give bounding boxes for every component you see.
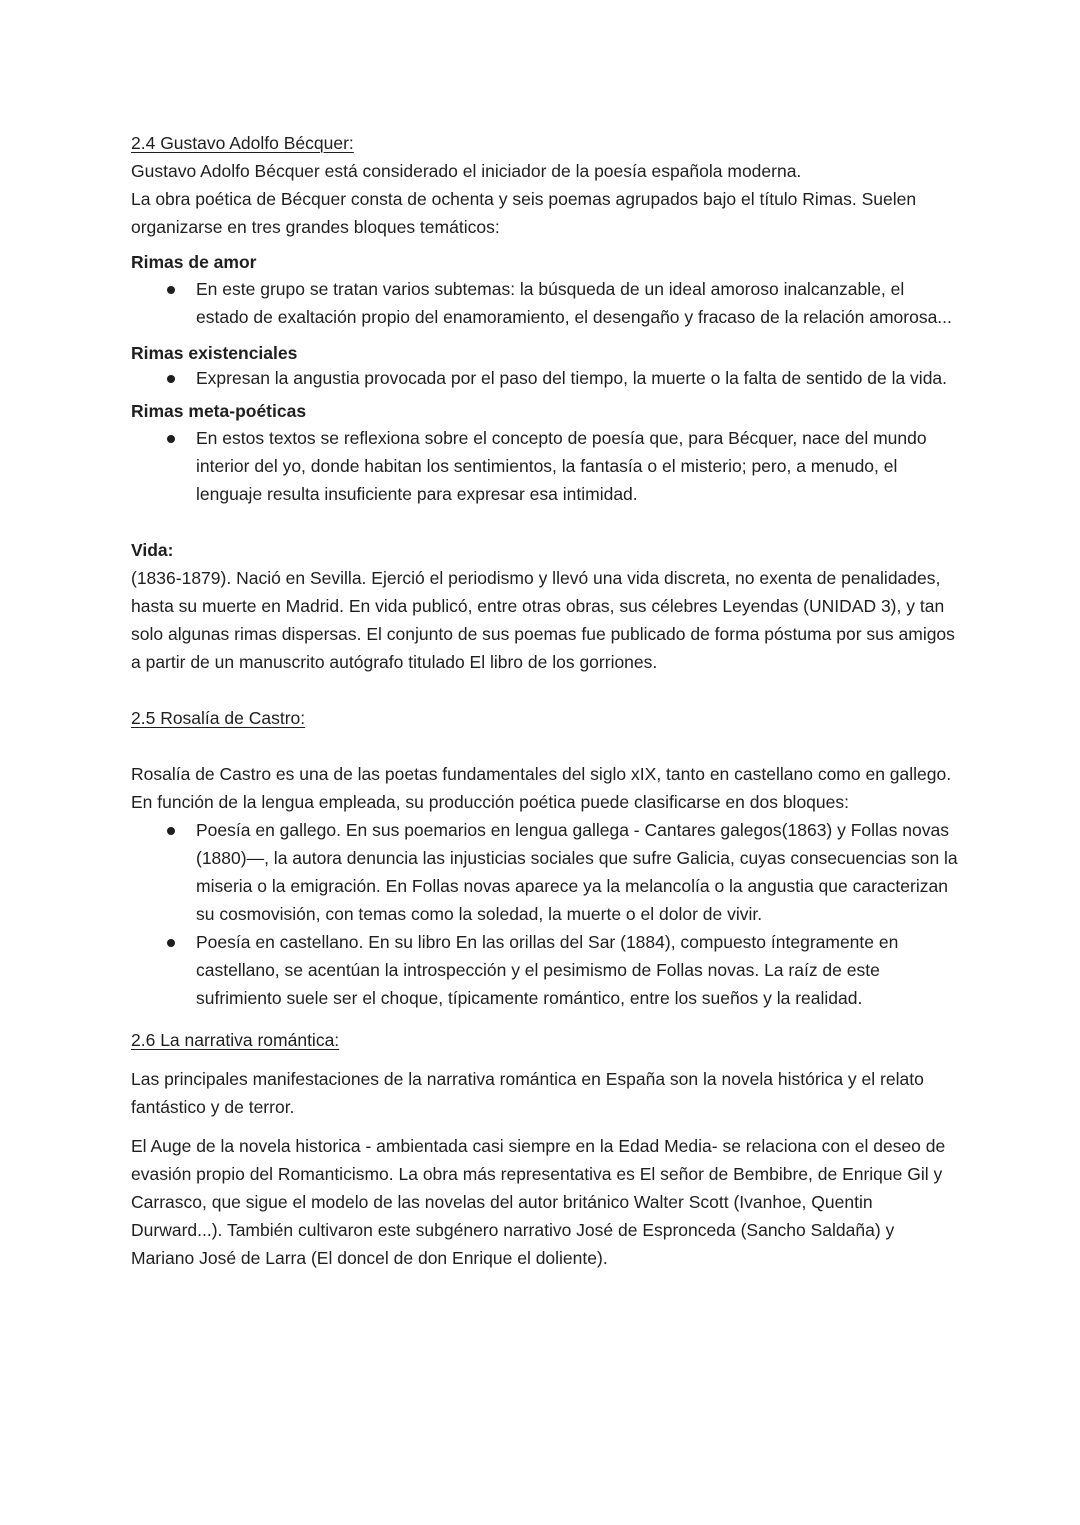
list-item [131, 366, 961, 391]
bullet-icon [167, 435, 175, 443]
rimas-meta-poeticas-text: En estos textos se reflexiona sobre el concepto de poesía que, para Bécquer, nace del mundo interior del yo, donde habitan los sentimientos, la fantasía o el misterio; pero, a menudo, el lenguaje resulta insuficiente para expresar esa intimidad. [196, 428, 927, 504]
vida-text: (1836-1879). Nació en Sevilla. Ejerció el periodismo y llevó una vida discreta, no exenta de penalidades, hasta su muerte en Madrid. En vida publicó, entre otras obras, sus célebres Leyendas (UNIDAD 3), y tan solo algunas rimas dispersas. El conjunto de sus poemas fue publicado de forma póstuma por sus amigos a partir de un manuscrito autógrafo titulado El libro de los gorriones. [131, 568, 955, 672]
narrativa-para-2: El Auge de la novela historica - ambientada casi siempre en la Edad Media- se relaciona con el deseo de evasión propio del Romanticismo. La obra más representativa es El señor de Bembibre, de Enrique Gil y Carrasco, que sigue el modelo de las novelas del autor británico Walter Scott (Ivanhoe, Quentin Durward...). También cultivaron este subgénero narrativo José de Espronceda (Sancho Saldaña) y Mariano José de Larra (El doncel de don Enrique el doliente). [131, 1136, 946, 1268]
rimas-amor-text: En este grupo se tratan varios subtemas: la búsqueda de un ideal amoroso inalcanzable, el estado de exaltación propio del enamoramiento, el desengaño y fracaso de la relación amorosa... [196, 279, 952, 327]
list-item [131, 928, 961, 1012]
group-title-rimas-meta-poeticas: Rimas meta-poéticas [131, 401, 307, 421]
section-heading-rosalia: 2.5 Rosalía de Castro: [131, 708, 306, 728]
rosalia-castellano-text: Poesía en castellano. En su libro En las orillas del Sar (1884), compuesto íntegramente en castellano, se acentúan la introspección y el pesimismo de Follas novas. La raíz de este sufrimiento suele ser el choque, típicamente romántico, entre los sueños y la realidad. [196, 932, 899, 1008]
becquer-intro-2: La obra poética de Bécquer consta de ochenta y seis poemas agrupados bajo el título Rimas. Suelen organizarse en tres grandes bloques temáticos: [131, 189, 917, 237]
rosalia-gallego-text: Poesía en gallego. En sus poemarios en lengua gallega - Cantares galegos(1863) y Follas novas (1880)—, la autora denuncia las injusticias sociales que sufre Galicia, cuyas consecuencias son la miseria o la emigración. En Follas novas aparece ya la melancolía o la angustia que caracterizan su cosmovisión, con temas como la soledad, la muerte o el dolor de vivir. [196, 820, 958, 924]
narrativa-para-1: Las principales manifestaciones de la narrativa romántica en España son la novela histórica y el relato fantástico y de terror. [131, 1069, 924, 1117]
bullet-icon [167, 375, 175, 383]
vida-label: Vida: [131, 540, 174, 560]
rimas-amor-list [131, 275, 961, 331]
bullet-icon [167, 827, 175, 835]
document-page [131, 129, 961, 1272]
list-item [131, 275, 961, 331]
rosalia-intro-2: En función de la lengua empleada, su producción poética puede clasificarse en dos bloques: [131, 792, 849, 812]
section-heading-narrativa: 2.6 La narrativa romántica: [131, 1030, 340, 1050]
section-heading-becquer: 2.4 Gustavo Adolfo Bécquer: [131, 133, 354, 153]
group-title-rimas-amor: Rimas de amor [131, 252, 257, 272]
group-title-rimas-existenciales: Rimas existenciales [131, 343, 298, 363]
list-item [131, 424, 961, 508]
bullet-icon [167, 939, 175, 947]
rimas-meta-poeticas-list [131, 424, 961, 508]
bullet-icon [167, 286, 175, 294]
rimas-existenciales-text: Expresan la angustia provocada por el paso del tiempo, la muerte o la falta de sentido de la vida. [196, 368, 948, 388]
rimas-existenciales-list [131, 366, 961, 391]
list-item [131, 816, 961, 928]
rosalia-blocks-list [131, 816, 961, 1012]
rosalia-intro-1: Rosalía de Castro es una de las poetas fundamentales del siglo xIX, tanto en castellano como en gallego. [131, 764, 952, 784]
becquer-intro-1: Gustavo Adolfo Bécquer está considerado el iniciador de la poesía española moderna. [131, 161, 802, 181]
